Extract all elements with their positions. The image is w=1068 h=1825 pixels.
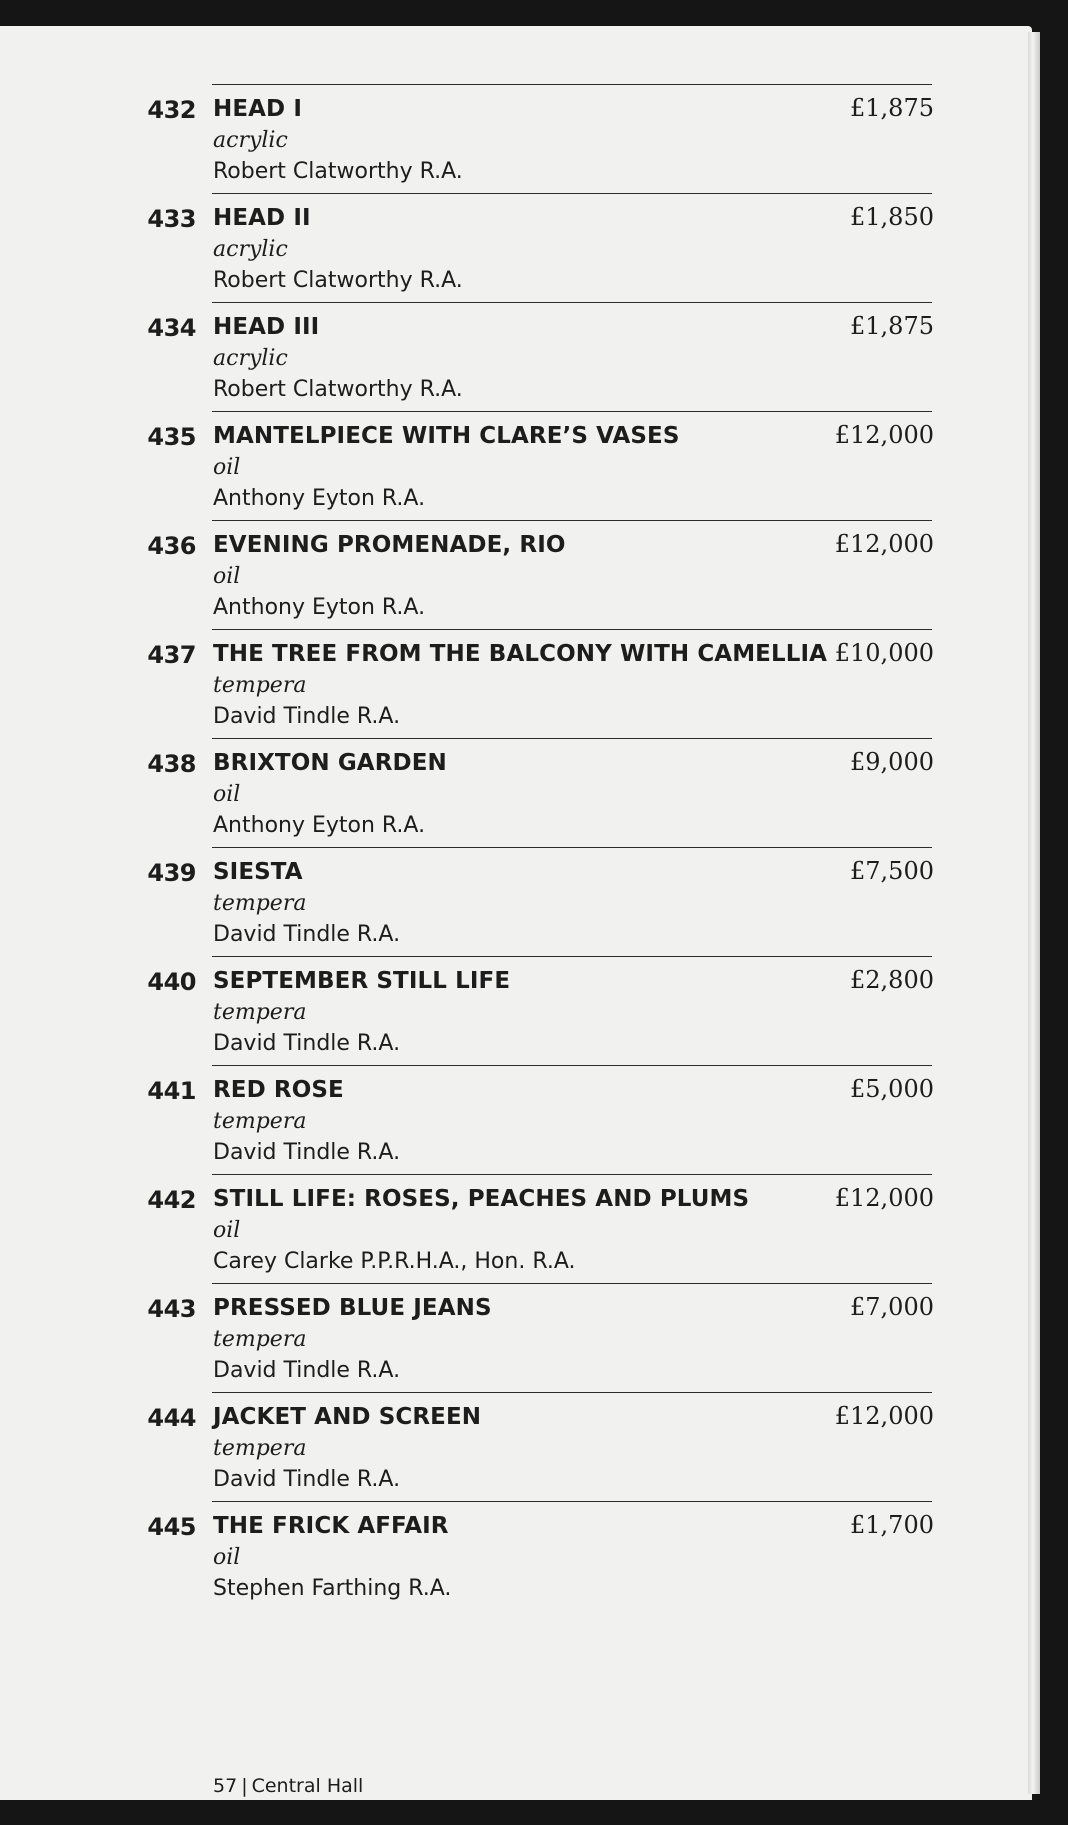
catalogue-entry (0, 847, 1032, 956)
entry-price: £1,875 (850, 312, 934, 340)
entry-artist: David Tindle R.A. (213, 922, 401, 947)
entry-number: 442 (147, 1186, 196, 1214)
entry-title: HEAD II (213, 205, 311, 231)
entry-artist: Anthony Eyton R.A. (213, 595, 426, 620)
divider (212, 193, 932, 194)
entry-price: £12,000 (834, 530, 934, 558)
catalogue-entry (0, 1174, 1032, 1283)
entry-price: £10,000 (834, 639, 934, 667)
entry-number: 440 (147, 968, 196, 996)
entry-medium: acrylic (213, 128, 288, 153)
entry-price: £12,000 (834, 1402, 934, 1430)
entry-title: PRESSED BLUE JEANS (213, 1295, 492, 1321)
entry-title: SIESTA (213, 859, 303, 885)
entry-title: STILL LIFE: ROSES, PEACHES AND PLUMS (213, 1186, 750, 1212)
entry-artist: Robert Clatworthy R.A. (213, 377, 463, 402)
entry-number: 434 (147, 314, 196, 342)
footer-separator: | (241, 1775, 248, 1797)
entry-price: £2,800 (850, 966, 934, 994)
entry-artist: Anthony Eyton R.A. (213, 486, 426, 511)
entry-price: £5,000 (850, 1075, 934, 1103)
catalogue-entry (0, 520, 1032, 629)
entry-artist: Carey Clarke P.P.R.H.A., Hon. R.A. (213, 1249, 576, 1274)
divider (212, 1065, 932, 1066)
entry-medium: oil (213, 455, 241, 480)
page-footer (213, 1775, 363, 1797)
entry-medium: tempera (213, 1109, 307, 1134)
entry-artist: David Tindle R.A. (213, 704, 401, 729)
catalogue-entry (0, 1065, 1032, 1174)
entry-artist: David Tindle R.A. (213, 1031, 401, 1056)
divider (212, 738, 932, 739)
catalogue-entry (0, 956, 1032, 1065)
entry-number: 433 (147, 205, 196, 233)
divider (212, 956, 932, 957)
entry-price: £12,000 (834, 1184, 934, 1212)
entry-artist: Anthony Eyton R.A. (213, 813, 426, 838)
entry-number: 439 (147, 859, 196, 887)
entry-title: JACKET AND SCREEN (213, 1404, 482, 1430)
divider (212, 302, 932, 303)
entry-medium: oil (213, 1218, 241, 1243)
entry-medium: tempera (213, 891, 307, 916)
entry-medium: tempera (213, 673, 307, 698)
entry-artist: Stephen Farthing R.A. (213, 1576, 452, 1601)
entry-artist: David Tindle R.A. (213, 1467, 401, 1492)
entry-title: HEAD III (213, 314, 320, 340)
entry-number: 441 (147, 1077, 196, 1105)
entry-medium: acrylic (213, 346, 288, 371)
entry-number: 438 (147, 750, 196, 778)
entry-title: THE TREE FROM THE BALCONY WITH CAMELLIA (213, 641, 828, 667)
entry-number: 437 (147, 641, 196, 669)
divider (212, 1501, 932, 1502)
page-edge (1028, 32, 1040, 1794)
divider (212, 1392, 932, 1393)
entry-artist: David Tindle R.A. (213, 1140, 401, 1165)
entry-title: THE FRICK AFFAIR (213, 1513, 449, 1539)
entry-number: 443 (147, 1295, 196, 1323)
entry-title: SEPTEMBER STILL LIFE (213, 968, 511, 994)
catalogue-entry (0, 411, 1032, 520)
catalogue-entry (0, 193, 1032, 302)
entry-number: 432 (147, 96, 196, 124)
section-name: Central Hall (251, 1775, 364, 1797)
divider (212, 1283, 932, 1284)
entry-price: £12,000 (834, 421, 934, 449)
entry-number: 445 (147, 1513, 196, 1541)
catalogue-page (0, 26, 1032, 1800)
entry-number: 435 (147, 423, 196, 451)
divider (212, 629, 932, 630)
entry-medium: tempera (213, 1000, 307, 1025)
entry-medium: oil (213, 564, 241, 589)
catalogue-entry (0, 629, 1032, 738)
catalogue-entry (0, 1283, 1032, 1392)
divider (212, 520, 932, 521)
entry-price: £1,700 (850, 1511, 934, 1539)
entry-price: £7,000 (850, 1293, 934, 1321)
entry-title: MANTELPIECE WITH CLARE’S VASES (213, 423, 680, 449)
entry-price: £9,000 (850, 748, 934, 776)
entry-artist: David Tindle R.A. (213, 1358, 401, 1383)
entry-price: £7,500 (850, 857, 934, 885)
catalogue-entry (0, 1392, 1032, 1501)
entry-number: 436 (147, 532, 196, 560)
entry-medium: acrylic (213, 237, 288, 262)
entry-price: £1,875 (850, 94, 934, 122)
entry-title: RED ROSE (213, 1077, 344, 1103)
entry-medium: oil (213, 1545, 241, 1570)
entry-title: EVENING PROMENADE, RIO (213, 532, 566, 558)
entry-medium: tempera (213, 1436, 307, 1461)
catalogue-entry (0, 84, 1032, 193)
divider (212, 847, 932, 848)
catalogue-entry (0, 1501, 1032, 1610)
entry-artist: Robert Clatworthy R.A. (213, 159, 463, 184)
divider (212, 84, 932, 85)
entry-title: BRIXTON GARDEN (213, 750, 447, 776)
entry-medium: oil (213, 782, 241, 807)
catalogue-entry (0, 738, 1032, 847)
divider (212, 411, 932, 412)
entry-number: 444 (147, 1404, 196, 1432)
catalogue-entry (0, 302, 1032, 411)
entry-medium: tempera (213, 1327, 307, 1352)
divider (212, 1174, 932, 1175)
entry-title: HEAD I (213, 96, 303, 122)
entry-artist: Robert Clatworthy R.A. (213, 268, 463, 293)
page-number: 57 (213, 1775, 238, 1797)
entry-price: £1,850 (850, 203, 934, 231)
